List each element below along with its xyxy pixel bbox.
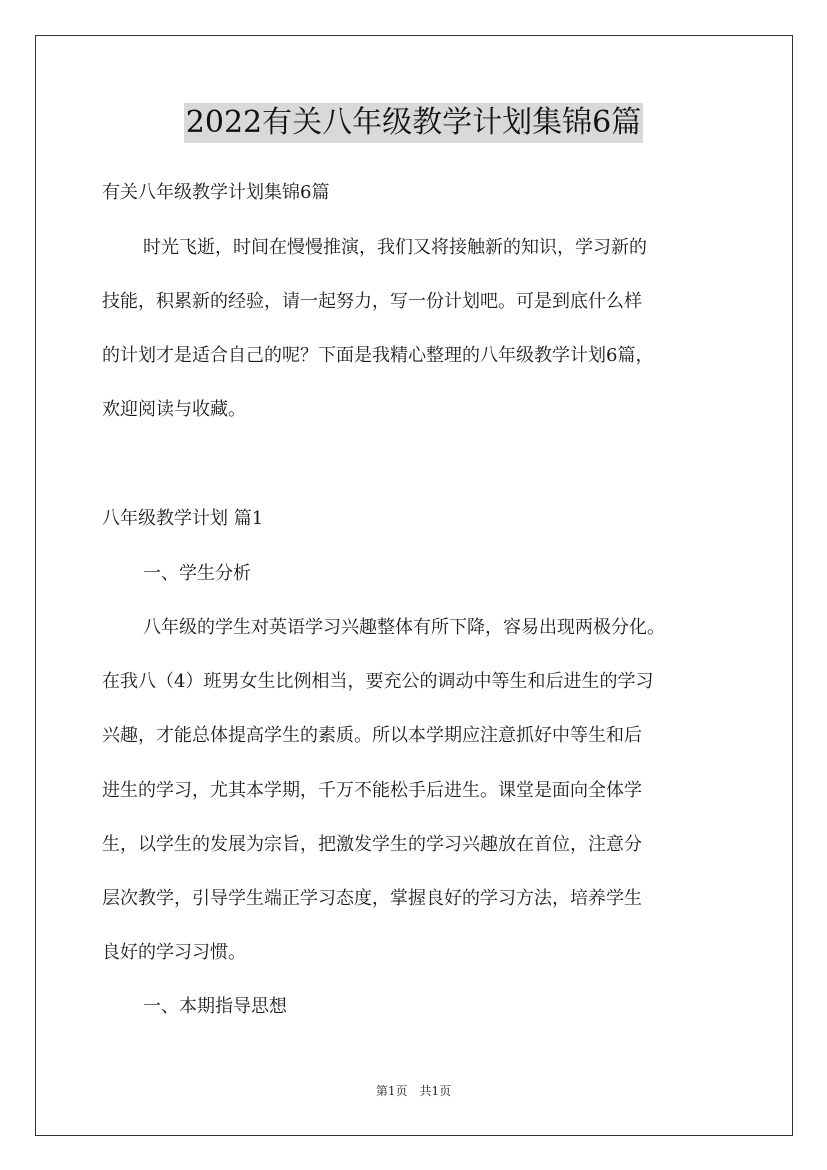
subsection-heading: 一、本期指导思想 (143, 996, 287, 1017)
paragraph-line: 进生的学习，尤其本学期，千万不能松手后进生。课堂是面向全体学 (102, 780, 642, 801)
page-number: 第1页 共1页 (375, 1084, 452, 1098)
section-heading: 八年级教学计划 篇1 (102, 508, 264, 529)
paragraph-line: 八年级的学生对英语学习兴趣整体有所下降，容易出现两极分化。 (143, 617, 665, 638)
paragraph-line: 层次教学，引导学生端正学习态度，掌握良好的学习方法，培养学生 (102, 888, 642, 909)
subtitle-line: 有关八年级教学计划集锦6篇 (102, 182, 330, 203)
title-container (0, 103, 827, 143)
document-title: 2022有关八年级教学计划集锦6篇 (184, 103, 643, 143)
paragraph-line: 的计划才是适合自己的呢？下面是我精心整理的八年级教学计划6篇， (102, 345, 654, 366)
paragraph-line: 在我八（4）班男女生比例相当，要充公的调动中等生和后进生的学习 (102, 671, 654, 692)
paragraph-line: 兴趣，才能总体提高学生的素质。所以本学期应注意抓好中等生和后 (102, 725, 642, 746)
paragraph-line: 良好的学习习惯。 (102, 942, 246, 963)
paragraph-line: 技能，积累新的经验，请一起努力，写一份计划吧。可是到底什么样 (102, 291, 642, 312)
paragraph-line: 时光飞逝，时间在慢慢推演，我们又将接触新的知识，学习新的 (143, 237, 647, 258)
paragraph-line: 欢迎阅读与收藏。 (102, 399, 246, 420)
subsection-heading: 一、学生分析 (143, 563, 251, 584)
paragraph-line: 生，以学生的发展为宗旨，把激发学生的学习兴趣放在首位，注意分 (102, 834, 642, 855)
